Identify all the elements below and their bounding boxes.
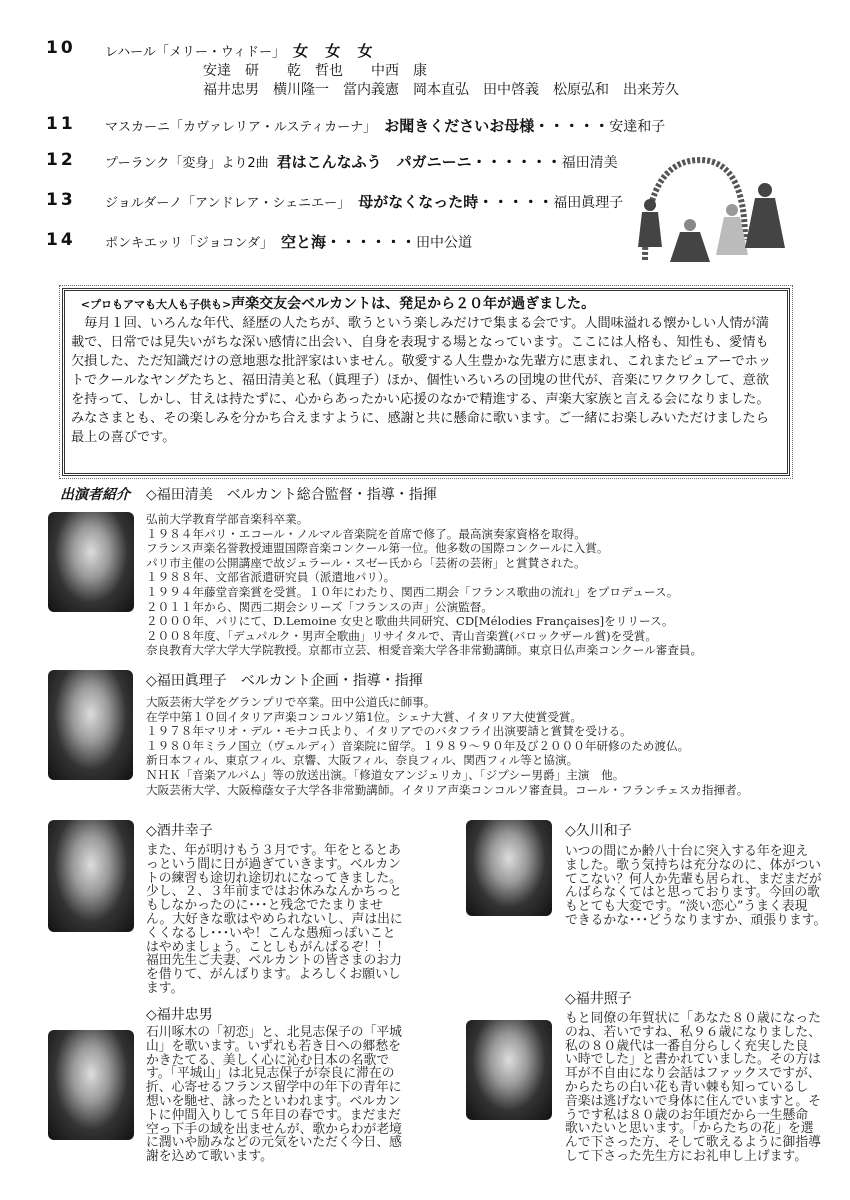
performer-bio: 大阪芸術大学をグランプリで卒業。田中公道氏に師事。 在学中第１０回イタリア声楽コンコルソ第1位。シェナ大賞、イタリア大使賞受賞。 １９７８年マリオ・デル・モナコ氏より、イタリアでのバタフライ出演要請と賞賛を受ける。 １９８０年ミラノ国立（ヴェルディ）音楽院に留学。１９８９～９０年及び２０００年研修のため渡仏。 新日本フィル、東京フィル、京響、大阪フィル、奈良フィル、関西フィル等と協演。 ＮＨＫ「音楽アルバム」等の放送出演。「修道女アンジェリカ」、「ジプシー男爵」主演 他。 大阪芸術大学、大阪樟蔭女子大学各非常勤講師。イタリア声楽コンコルソ審査員。コール・フランチェスカ指揮者。 [146, 695, 749, 797]
dancing-children-illustration [620, 150, 790, 270]
performer-photo [48, 512, 134, 612]
program-number: 10 [46, 38, 76, 58]
work-title: レハール「メリー・ウィドー」 [105, 45, 286, 60]
performer-names: 福井忠男 横川隆一 當内義憲 岡本直弘 田中啓義 松原弘和 出来芳久 [203, 82, 679, 98]
performer: 安達和子 [609, 119, 666, 135]
performer-bio: また、年が明けもう３月です。年をとるとあ っという間に日が過ぎていきます。ベルカン トの練習も途切れ途切れになってきました。 少し、２、３年前まではお休みなんかちっと もしなかったのに･･･と残念でたまりませ ん。大好きな歌はやめられないし、声は出に くくなるし･･･いや！こんな愚痴っぽいこと はやめましょう。ことしもがんばるぞ！！ 福田先生ご夫妻、ベルカントの皆さまのお力 を借りて、がんばります。よろしくお願いし ます。 [146, 843, 403, 996]
program-work [105, 40, 379, 61]
performer-name: ◇福井忠男 [146, 1007, 213, 1023]
song-title: 母がなくなった時・・・・・ [358, 193, 554, 211]
intro-tag: <プロもアマも大人も子供も> [80, 298, 232, 311]
song-title: 女 女 女 [293, 42, 379, 60]
song-title: 空と海・・・・・・ [280, 233, 416, 251]
work-title: マスカーニ「カヴァレリア・ルスティカーナ」 [105, 120, 377, 135]
program-work [105, 191, 623, 212]
performer: 福田眞理子 [553, 195, 624, 211]
intro-body: 毎月１回、いろんな年代、経歴の人たちが、歌うという楽しみだけで集まる会です。人間味溢れる懐かしい人情が満載で、日常では見失いがちな深い感情に出会い、自身を表現する場となっています。ここには人格も、知性も、愛情も欠損した、ただ知識だけの意地悪な批評家はいません。敬愛する人生豊かな先輩方に恵まれ、これまたピュアーでホットでクールなヤングたちと、福田清美と私（眞理子）ほか、個性いろいろの団塊の世代が、音楽にワクワクして、意欲を持って、しかし、甘えは持たずに、心からあったかい応援のなかで精進する、声楽大家族と言える会になりました。みなさまとも、その楽しみを分かち合えますように、感謝と共に懸命に歌います。ご一緒にお楽しみいただけましたら最上の喜びです。 [71, 316, 772, 445]
performer-names: 安達 研 乾 哲也 中西 康 [203, 63, 427, 79]
section-title: 出演者紹介 [60, 487, 130, 503]
program-work [105, 151, 618, 172]
intro-title: 声楽交友会ベルカントは、発足から２０年が過ぎました。 [231, 296, 596, 312]
performer-name: ◇福田眞理子 ベルカント企画・指導・指揮 [146, 673, 423, 689]
program-number: 13 [46, 190, 76, 210]
performer-bio: 弘前大学教育学部音楽科卒業。 １９８４年パリ・エコール・ノルマル音楽院を首席で修了。最高演奏家資格を取得。 フランス声楽名誉教授連盟国際音楽コンクール第一位。他多数の国際コンクールに入賞。 パリ市主催の公開講座で故ジェラール・スゼー氏から「芸術の芸術」と賞賛された。 １９８８年、文部省派遣研究員（派遣地パリ）。 １９９４年藤堂音楽賞を受賞。１０年にわたり、関西二期会「フランス歌曲の流れ」をプロデュース。 ２０１１年から、関西二期会シリーズ「フランスの声」公演監督。 ２０００年、パリにて、D.Lemoine 女史と歌曲共同研究、CD[Mélodies Françaises]をリリース。 ２００８年度、「デュパルク・男声全歌曲」リサイタルで、青山音楽賞(バロックザール賞)を受賞。 奈良教育大学大学大学院教授。京都市立芸、相愛音楽大学各非常勤講師。東京日仏声楽コンクール審査員。 [146, 512, 703, 658]
performer-bio: もと同僚の年賀状に「あなた８０歳になった のね、若いですね、私９６歳になりました、 私の８０歳代は一番自分らしく充実した良 い時でした」と書かれていました。その方は 耳が不自由になり会話はファックスですが、 からたちの白い花も青い棘も知っているし 音楽は逃げないで身体に住んでいますと。そ うです私は８０歳のお年頃だから一生懸命 歌いたいと思います。「からたちの花」を選 んで下さった方、そして歌えるように御指導 して下さった先生方にお礼申し上げます。 [565, 1011, 821, 1164]
work-title: ジョルダーノ「アンドレア・シェニエー」 [105, 196, 351, 211]
intro-heading [71, 295, 781, 314]
performer-bio: 石川啄木の「初恋」と、北見志保子の「平城 山」を歌います。いずれも若き日への郷愁を かきたてる、美しく心に沁む日本の名歌で す。「平城山」は北見志保子が奈良に滞在の 折、心寄せるフランス留学中の年下の青年に 想いを馳せ、詠ったといわれます。ベルカン トに仲間入りして５年目の春です。まだまだ 空っ下手の域を出ませんが、歌からわが老境 に潤いや励みなどの元気をいただく今日、感 謝を込めて歌います。 [146, 1025, 402, 1165]
performer-name: ◇酒井幸子 [146, 823, 213, 839]
performer-bio: いつの間にか齢八十台に突入する年を迎え ました。歌う気持ちは充分なのに、体がつい てこない？何人か先輩も居られ、まだまだが んばらなくてはと思っております。今回の歌 もとても大変です。“淡い恋心”うまく表現 できるかな･･･どうなりますか、頑張ります。 [565, 844, 827, 928]
program-work [105, 231, 472, 252]
program-number: 14 [46, 230, 76, 250]
performer: 福田清美 [561, 155, 618, 171]
work-title: ポンキエッリ「ジョコンダ」 [105, 236, 273, 251]
performer-photo [48, 670, 133, 780]
performer-photo [466, 1020, 552, 1120]
song-title: お聞きくださいお母様・・・・・ [384, 117, 610, 135]
performer-photo [48, 1030, 134, 1140]
program-number: 12 [46, 150, 76, 170]
performer-name: ◇久川和子 [565, 823, 632, 839]
performer: 田中公道 [415, 235, 472, 251]
work-title: プーランク「変身」より2曲 [105, 156, 269, 171]
performer-photo [48, 820, 134, 932]
song-title: 君はこんなふう パガニーニ・・・・・・ [276, 153, 562, 171]
performer-name: ◇福田清美 ベルカント総合監督・指導・指揮 [146, 487, 437, 503]
performer-photo [466, 820, 552, 916]
program-work [105, 115, 665, 136]
intro-box [62, 288, 790, 476]
performer-name: ◇福井照子 [565, 991, 632, 1007]
program-number: 11 [46, 114, 76, 134]
